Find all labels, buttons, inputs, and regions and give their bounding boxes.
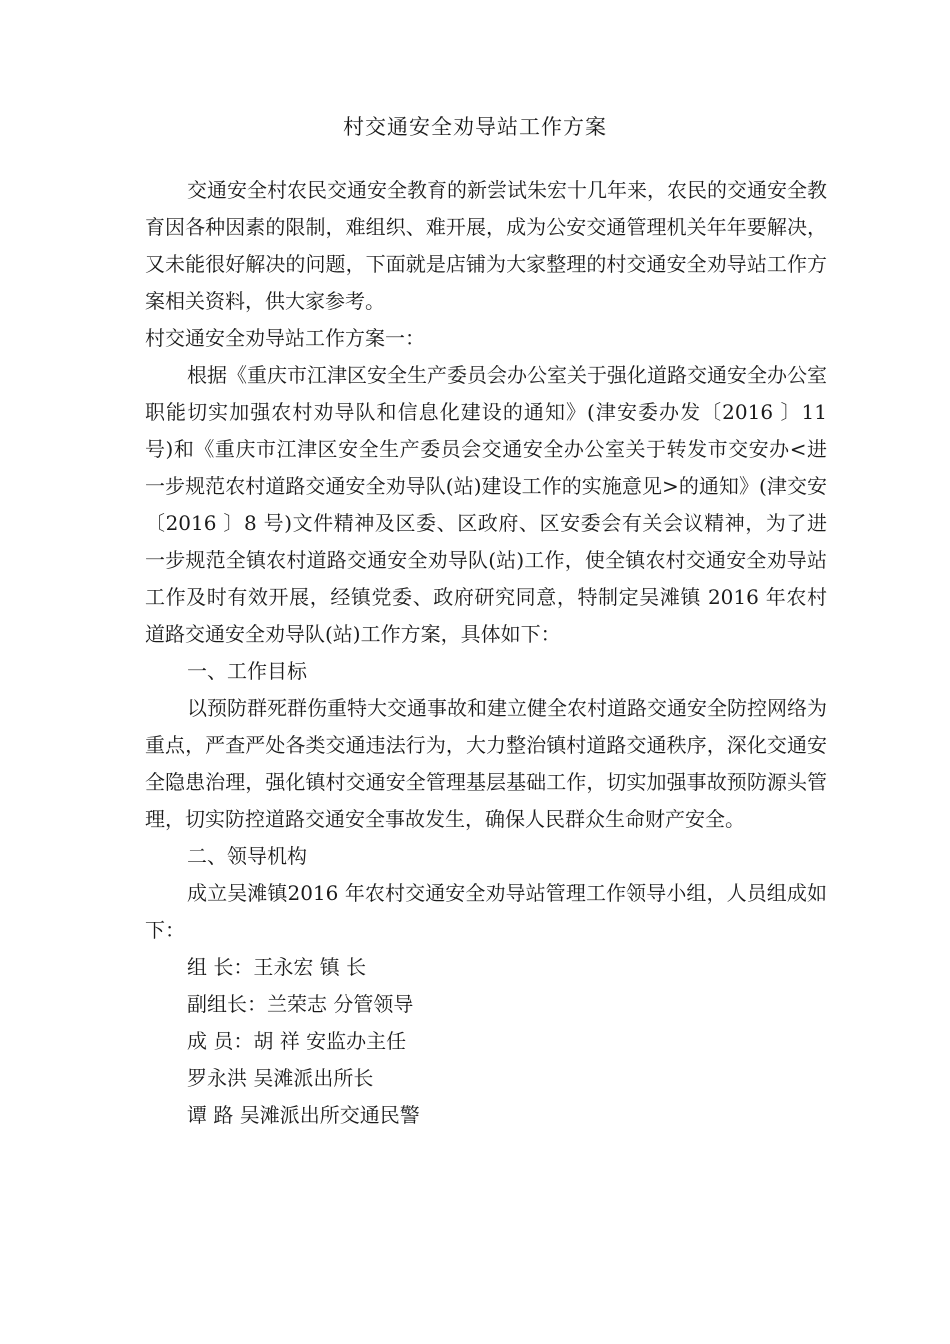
member-line: 罗永洪 吴滩派出所长 [187, 1066, 374, 1090]
member-line: 谭 路 吴滩派出所交通民警 [187, 1103, 420, 1127]
member-line: 副组长：兰荣志 分管领导 [187, 992, 414, 1016]
member-line: 成 员：胡 祥 安监办主任 [187, 1029, 407, 1053]
document-title: 村交通安全劝导站工作方案 [343, 115, 607, 139]
heading-work-goal: 一、工作目标 [187, 659, 307, 683]
member-line: 组 长：王永宏 镇 长 [187, 955, 367, 979]
document-body [145, 172, 827, 1134]
section-heading-plan-one: 村交通安全劝导站工作方案一： [145, 326, 425, 350]
heading-leadership: 二、领导机构 [187, 844, 307, 868]
work-goal-paragraph: 以预防群死群伤重特大交通事故和建立健全农村道路交通安全防控网络为重点，严查严处各类交通违法行为，大力整治镇村道路交通秩序，深化交通安全隐患治理，强化镇村交通安全管理基层基础工作，切实加强事故预防源头管理，切实防控道路交通安全事故发生，确保人民群众生命财产安全。 [145, 696, 827, 831]
intro-paragraph: 交通安全村农民交通安全教育的新尝试朱宏十几年来，农民的交通安全教育因各种因素的限制，难组织、难开展，成为公安交通管理机关年年要解决，又未能很好解决的问题，下面就是店铺为大家整理的村交通安全劝导站工作方案相关资料，供大家参考。 [145, 178, 827, 313]
basis-paragraph: 根据《重庆市江津区安全生产委员会办公室关于强化道路交通安全办公室职能切实加强农村劝导队和信息化建设的通知》(津安委办发〔2016 〕11 号)和《重庆市江津区安全生产委员会交通安全办公室关于转发市交安办<进一步规范农村道路交通安全劝导队(站)建设工作的实施意见>的通知》(津交安〔2016 〕8 号)文件精神及区委、区政府、区安委会有关会议精神，为了进一步规范全镇农村道路交通安全劝导队(站)工作，使全镇农村交通安全劝导站工作及时有效开展，经镇党委、政府研究同意，特制定吴滩镇 2016 年农村道路交通安全劝导队(站)工作方案，具体如下： [145, 363, 827, 646]
leadership-paragraph: 成立吴滩镇2016 年农村交通安全劝导站管理工作领导小组，人员组成如下： [145, 881, 827, 942]
